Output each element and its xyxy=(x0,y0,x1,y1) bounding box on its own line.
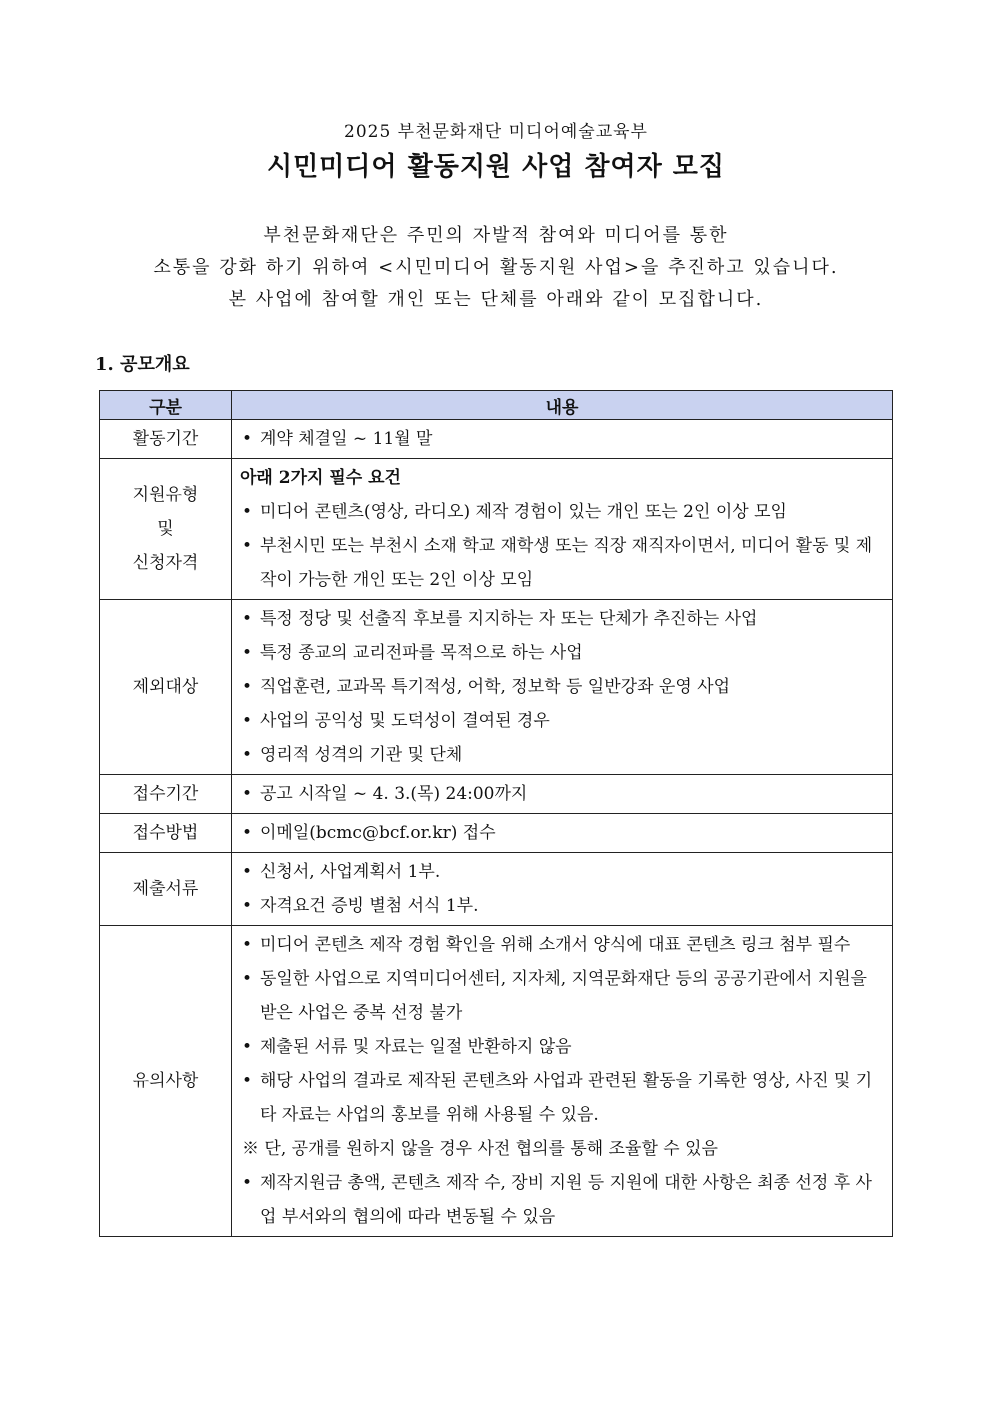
bullet-icon: • xyxy=(242,896,253,916)
bullet-item: • 해당 사업의 결과로 제작된 콘텐츠와 사업과 관련된 활동을 기록한 영상, 사진 및 기타 자료는 사업의 홍보를 위해 사용될 수 있음. xyxy=(240,1064,886,1132)
row-content xyxy=(232,926,893,1237)
bullet-item: • 사업의 공익성 및 도덕성이 결여된 경우 xyxy=(240,704,886,738)
table-row xyxy=(100,600,893,775)
overview-table xyxy=(99,390,893,1237)
row-content xyxy=(232,459,893,600)
document-subtitle: 2025 부천문화재단 미디어예술교육부 xyxy=(344,122,648,142)
bullet-icon: • xyxy=(242,643,253,663)
bullet-icon: • xyxy=(242,823,253,843)
intro-line: 소통을 강화 하기 위하여 <시민미디어 활동지원 사업>을 추진하고 있습니다. xyxy=(153,257,839,278)
row-content xyxy=(232,775,893,814)
table-row xyxy=(100,926,893,1237)
bullet-item: • 직업훈련, 교과목 특기적성, 어학, 정보학 등 일반강좌 운영 사업 xyxy=(240,670,886,704)
bullet-icon: • xyxy=(242,784,253,804)
row-label: 지원유형 및 신청자격 xyxy=(100,459,232,600)
table-row xyxy=(100,814,893,853)
bullet-item: • 공고 시작일 ~ 4. 3.(목) 24:00까지 xyxy=(240,777,886,811)
bullet-icon: • xyxy=(242,745,253,765)
bullet-icon: • xyxy=(242,502,253,522)
bullet-item: • 자격요건 증빙 별첨 서식 1부. xyxy=(240,889,886,923)
document-title: 시민미디어 활동지원 사업 참여자 모집 xyxy=(266,152,726,182)
bullet-icon: • xyxy=(242,1037,253,1057)
intro-line: 본 사업에 참여할 개인 또는 단체를 아래와 같이 모집합니다. xyxy=(228,289,764,310)
row-content xyxy=(232,420,893,459)
row-content xyxy=(232,814,893,853)
bullet-icon: • xyxy=(242,862,253,882)
bullet-item: • 계약 체결일 ~ 11월 말 xyxy=(240,422,886,456)
bullet-icon: • xyxy=(242,1071,253,1091)
bullet-icon: • xyxy=(242,1173,253,1193)
bullet-item: • 특정 정당 및 선출직 후보를 지지하는 자 또는 단체가 추진하는 사업 xyxy=(240,602,886,636)
row-label: 접수기간 xyxy=(100,775,232,814)
bullet-icon: • xyxy=(242,677,253,697)
row-content xyxy=(232,853,893,926)
bullet-item: • 특정 종교의 교리전파를 목적으로 하는 사업 xyxy=(240,636,886,670)
bullet-icon: • xyxy=(242,536,253,556)
bullet-icon: • xyxy=(242,609,253,629)
row-label: 제출서류 xyxy=(100,853,232,926)
bullet-item: • 미디어 콘텐츠(영상, 라디오) 제작 경험이 있는 개인 또는 2인 이상 모임 xyxy=(240,495,886,529)
bullet-item: • 동일한 사업으로 지역미디어센터, 지자체, 지역문화재단 등의 공공기관에서 지원을 받은 사업은 중복 선정 불가 xyxy=(240,962,886,1030)
intro-paragraph xyxy=(0,220,992,316)
bullet-icon: • xyxy=(242,429,253,449)
section-heading: 1. 공모개요 xyxy=(95,354,190,375)
bullet-item: • 미디어 콘텐츠 제작 경험 확인을 위해 소개서 양식에 대표 콘텐츠 링크 첨부 필수 xyxy=(240,928,886,962)
bullet-item: • 신청서, 사업계획서 1부. xyxy=(240,855,886,889)
bullet-item: • 영리적 성격의 기관 및 단체 xyxy=(240,738,886,772)
bullet-icon: • xyxy=(242,935,253,955)
column-header-content: 내용 xyxy=(232,391,893,420)
bullet-icon: • xyxy=(242,969,253,989)
bullet-icon: • xyxy=(242,711,253,731)
table-row xyxy=(100,420,893,459)
row-content xyxy=(232,600,893,775)
bullet-item: • 부천시민 또는 부천시 소재 학교 재학생 또는 직장 재직자이면서, 미디어 활동 및 제작이 가능한 개인 또는 2인 이상 모임 xyxy=(240,529,886,597)
row-label: 유의사항 xyxy=(100,926,232,1237)
reference-note: ※ 단, 공개를 원하지 않을 경우 사전 협의를 통해 조율할 수 있음 xyxy=(242,1139,718,1159)
bullet-item: • 이메일(bcmc@bcf.or.kr) 접수 xyxy=(240,816,886,850)
table-row xyxy=(100,459,893,600)
table-row xyxy=(100,775,893,814)
row-label: 접수방법 xyxy=(100,814,232,853)
requirement-lead: 아래 2가지 필수 요건 xyxy=(240,468,401,488)
table-row xyxy=(100,853,893,926)
bullet-item: • 제작지원금 총액, 콘텐츠 제작 수, 장비 지원 등 지원에 대한 사항은 최종 선정 후 사업 부서와의 협의에 따라 변동될 수 있음 xyxy=(240,1166,886,1234)
column-header-category: 구분 xyxy=(100,391,232,420)
intro-line: 부천문화재단은 주민의 자발적 참여와 미디어를 통한 xyxy=(263,225,729,246)
row-label: 제외대상 xyxy=(100,600,232,775)
row-label: 활동기간 xyxy=(100,420,232,459)
bullet-item: • 제출된 서류 및 자료는 일절 반환하지 않음 xyxy=(240,1030,886,1064)
table-header-row xyxy=(100,391,893,420)
